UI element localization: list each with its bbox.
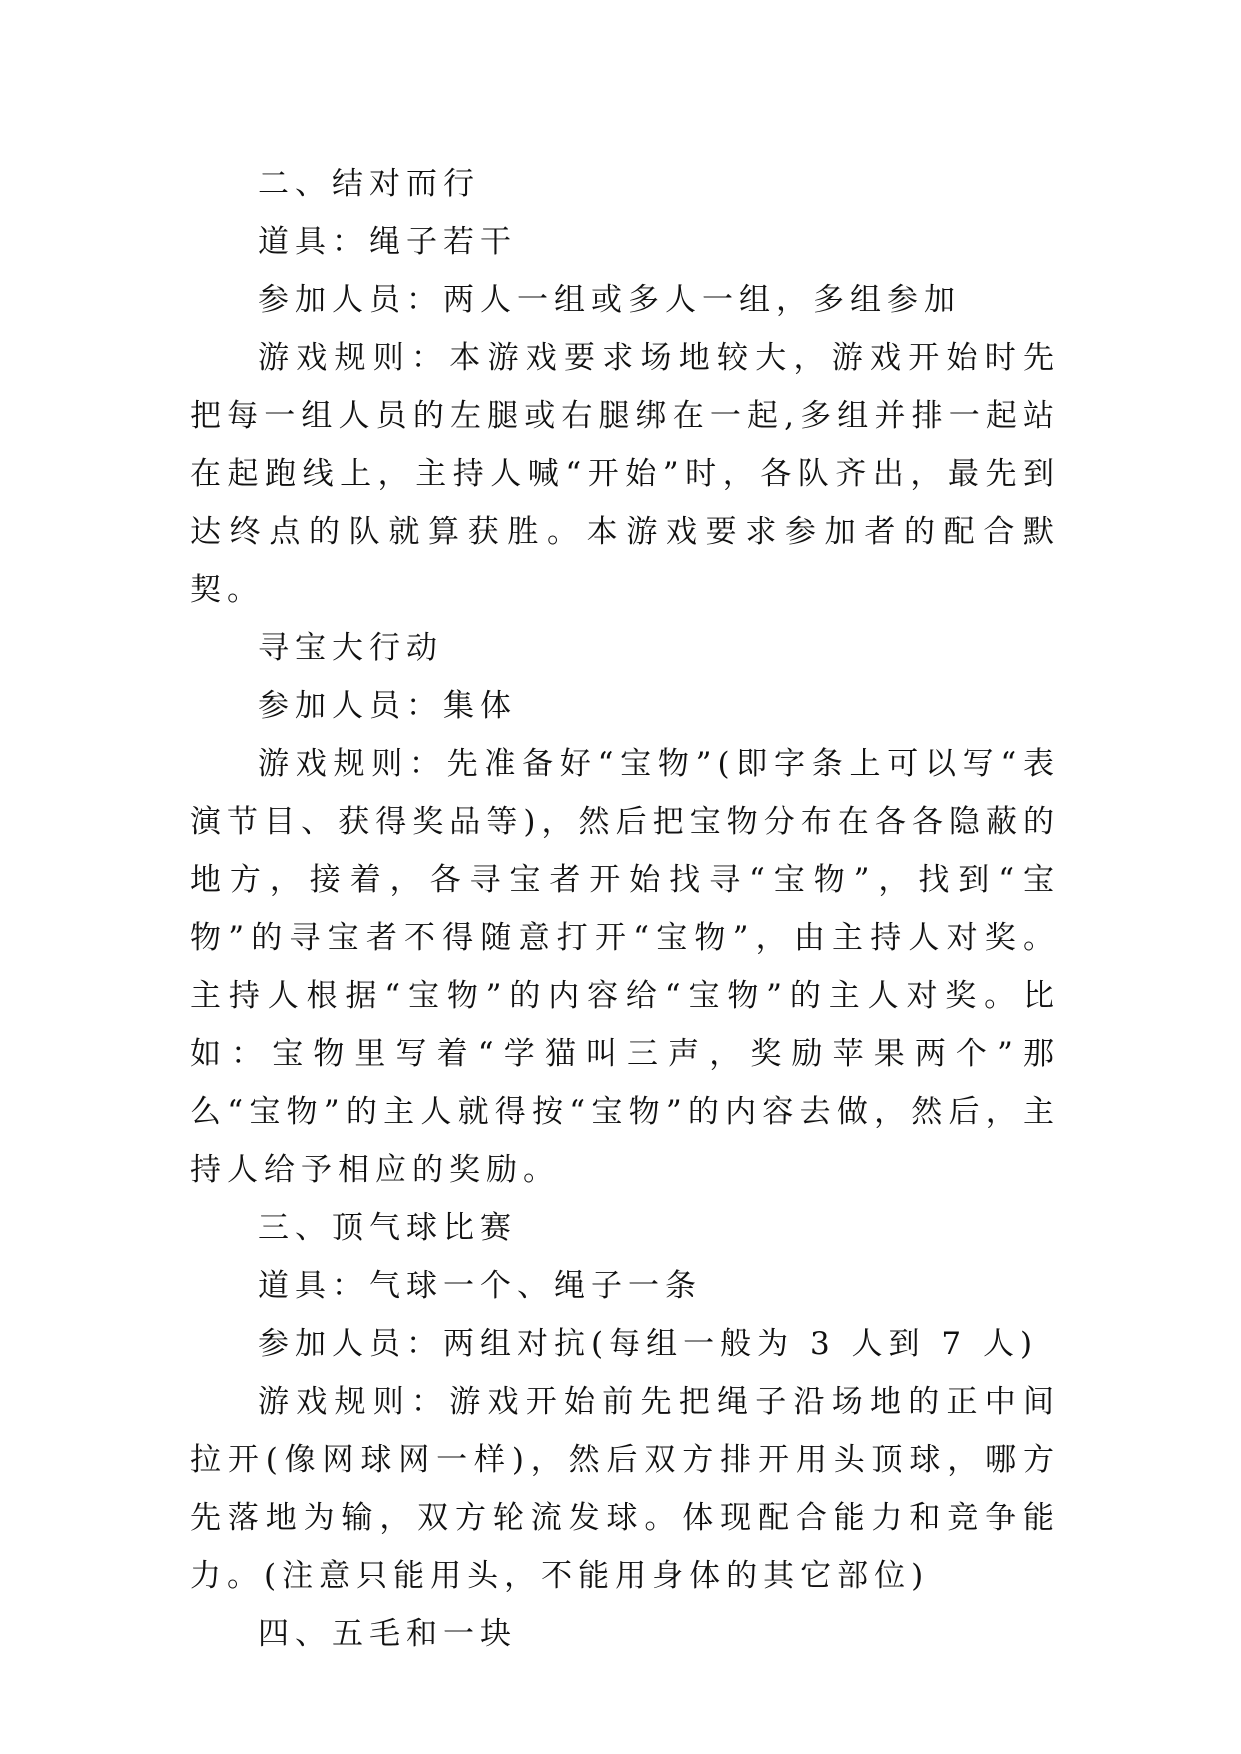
participants-line: 参加人员：集体 (258, 688, 517, 724)
rules-paragraph: 游戏规则：游戏开始前先把绳子沿场地的正中间拉开(像网球网一样)，然后双方排开用头顶球，哪方先落地为输，双方轮流发球。体现配合能力和竞争能力。(注意只能用头，不能用身体的其它部位) (190, 1384, 1060, 1594)
section-heading-balloon-game: 三、顶气球比赛 (258, 1210, 517, 1246)
document-page (190, 155, 1060, 1663)
section-heading-treasure-hunt: 寻宝大行动 (258, 630, 443, 666)
participants-line: 参加人员：两人一组或多人一组，多组参加 (258, 282, 961, 318)
rules-paragraph: 游戏规则：先准备好“宝物”(即字条上可以写“表演节目、获得奖品等)，然后把宝物分布在各各隐蔽的地方，接着，各寻宝者开始找寻“宝物”，找到“宝物”的寻宝者不得随意打开“宝物”，由主持人对奖。主持人根据“宝物”的内容给“宝物”的主人对奖。比如：宝物里写着“学猫叫三声，奖励苹果两个”那么“宝物”的主人就得按“宝物”的内容去做，然后，主持人给予相应的奖励。 (190, 746, 1060, 1188)
props-line: 道具：绳子若干 (258, 224, 517, 260)
participants-line: 参加人员：两组对抗(每组一般为 3 人到 7 人) (258, 1326, 1039, 1362)
rules-paragraph: 游戏规则：本游戏要求场地较大，游戏开始时先把每一组人员的左腿或右腿绑在一起,多组并排一起站在起跑线上，主持人喊“开始”时，各队齐出，最先到达终点的队就算获胜。本游戏要求参加者的配合默契。 (190, 340, 1060, 608)
section-heading-pair-walk: 二、结对而行 (258, 166, 480, 202)
section-heading-fifty-cents: 四、五毛和一块 (258, 1616, 517, 1652)
props-line: 道具：气球一个、绳子一条 (258, 1268, 702, 1304)
